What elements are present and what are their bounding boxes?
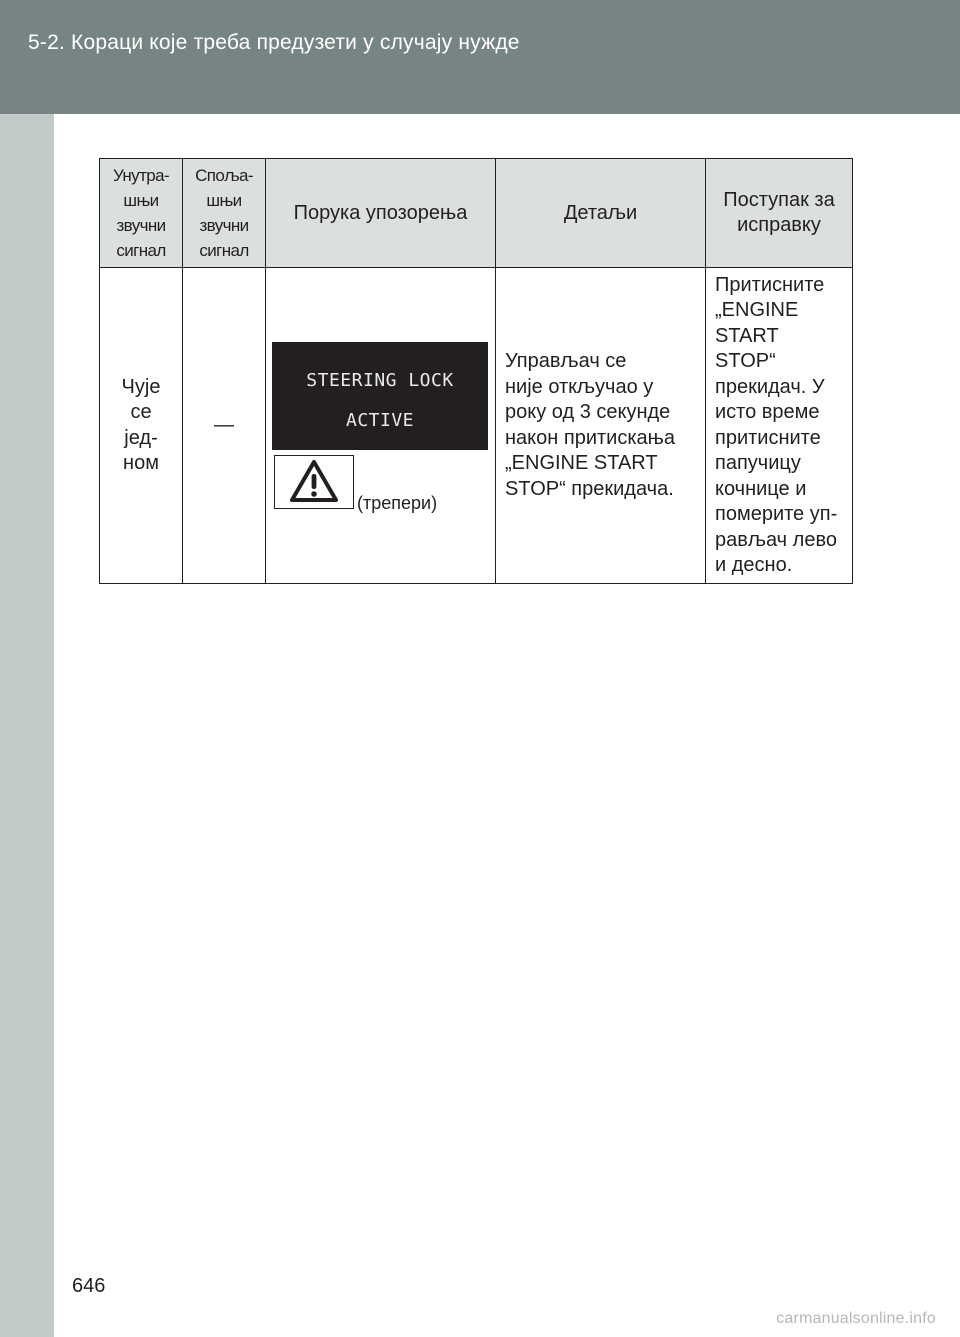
- flash-note: (трепери): [357, 493, 438, 513]
- side-bar: [0, 114, 54, 1337]
- table-row: [100, 268, 853, 584]
- cell-correction: Притисните „ENGINE START STOP“ прекидач. У исто време притисните папучицу кочнице и померите уп- рављач лево и десно.: [706, 268, 853, 584]
- cell-warning-message: [266, 268, 496, 584]
- page-number: 646: [72, 1275, 106, 1297]
- cell-inner-buzzer: Чује се јед- ном: [100, 268, 183, 584]
- header-details: Детаљи: [496, 159, 706, 268]
- display-line-2: ACTIVE: [345, 410, 415, 431]
- header-bar: [0, 0, 960, 114]
- steering-lock-display: [272, 342, 488, 450]
- header-warning-message: Порука упозорења: [266, 159, 496, 268]
- section-title: 5-2. Кораци које треба предузети у случају нужде: [28, 31, 520, 54]
- warning-table: [99, 158, 853, 584]
- cell-details: Управљач се није откључао у року од 3 секунде након притискања „ENGINE START STOP“ прекидача.: [496, 268, 706, 584]
- header-inner-buzzer: Унутра- шњи звучни сигнал: [100, 159, 183, 268]
- cell-outer-buzzer: —: [183, 268, 266, 584]
- watermark: carmanualsonline.info: [776, 1310, 936, 1327]
- header-outer-buzzer: Спољa- шњи звучни сигнал: [183, 159, 266, 268]
- warning-triangle-svg: [288, 458, 340, 506]
- display-line-1: STEERING LOCK: [306, 370, 454, 391]
- header-correction: Поступак за исправку: [706, 159, 853, 268]
- table-header-row: [100, 159, 853, 268]
- warning-triangle-icon: [274, 455, 354, 509]
